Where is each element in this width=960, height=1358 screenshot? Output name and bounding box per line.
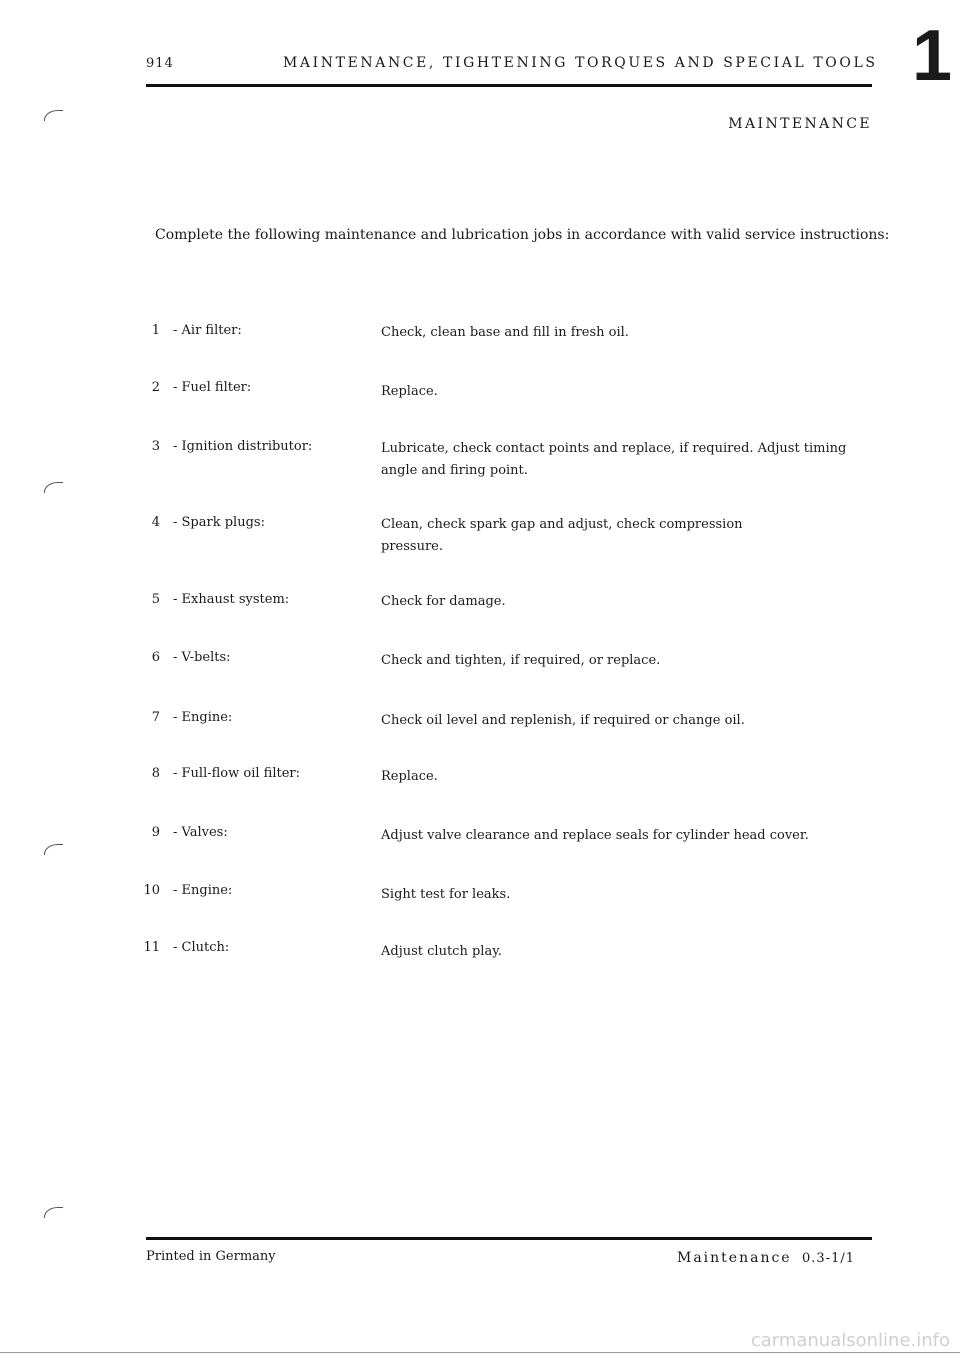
item-label: - Engine:: [173, 883, 233, 898]
margin-mark: [44, 844, 63, 855]
item-label: - Engine:: [173, 710, 233, 725]
item-number: 1: [151, 323, 160, 338]
item-label: - Fuel filter:: [173, 380, 252, 395]
margin-mark: [44, 482, 63, 493]
item-label: - Ignition distributor:: [173, 439, 313, 454]
item-label: - Air filter:: [173, 323, 242, 338]
intro-text: Complete the following maintenance and lubrication jobs in accordance with valid service instructions:: [155, 227, 890, 243]
item-number: 7: [151, 710, 160, 725]
section-subtitle: MAINTENANCE: [728, 116, 872, 132]
item-action: Check oil level and replenish, if required or change oil.: [381, 713, 745, 728]
watermark: carmanualsonline.info: [750, 1330, 950, 1351]
item-number: 6: [151, 650, 160, 665]
item-label: - Clutch:: [173, 940, 230, 955]
item-number: 3: [151, 439, 160, 454]
item-action: Check for damage.: [381, 594, 506, 609]
item-label: - Spark plugs:: [173, 515, 265, 530]
margin-mark: [44, 110, 63, 121]
item-number: 9: [151, 825, 160, 840]
item-label: - Full-flow oil filter:: [173, 766, 300, 781]
item-action: Check, clean base and fill in fresh oil.: [381, 325, 629, 340]
item-number: 11: [143, 940, 160, 955]
item-action: Adjust clutch play.: [381, 944, 502, 959]
item-action: Check and tighten, if required, or replace.: [381, 653, 661, 668]
header-rule: [146, 84, 872, 87]
footer-section: Maintenance: [677, 1250, 792, 1266]
chapter-title: MAINTENANCE, TIGHTENING TORQUES AND SPECIAL TOOLS: [283, 55, 878, 71]
item-action: Replace.: [381, 769, 438, 784]
item-action: Sight test for leaks.: [381, 887, 511, 902]
margin-mark: [44, 1207, 63, 1218]
footer-rule: [146, 1237, 872, 1240]
item-action: Adjust valve clearance and replace seals for cylinder head cover.: [381, 828, 809, 843]
printed-note: Printed in Germany: [146, 1249, 276, 1264]
item-label: - V-belts:: [173, 650, 231, 665]
item-action: Replace.: [381, 384, 438, 399]
model-number: 914: [146, 56, 174, 71]
item-number: 8: [151, 766, 160, 781]
item-label: - Exhaust system:: [173, 592, 290, 607]
item-action: Clean, check spark gap and adjust, check compression pressure.: [381, 517, 743, 554]
scan-edge-line: [0, 1352, 960, 1353]
item-number: 2: [151, 380, 160, 395]
item-number: 10: [143, 883, 160, 898]
item-action: Lubricate, check contact points and replace, if required. Adjust timing angle and firing point.: [381, 441, 847, 478]
item-number: 4: [151, 515, 160, 530]
page-number: 0.3-1/1: [802, 1251, 855, 1266]
section-number: 1: [912, 16, 953, 96]
item-label: - Valves:: [173, 825, 228, 840]
item-number: 5: [151, 592, 160, 607]
